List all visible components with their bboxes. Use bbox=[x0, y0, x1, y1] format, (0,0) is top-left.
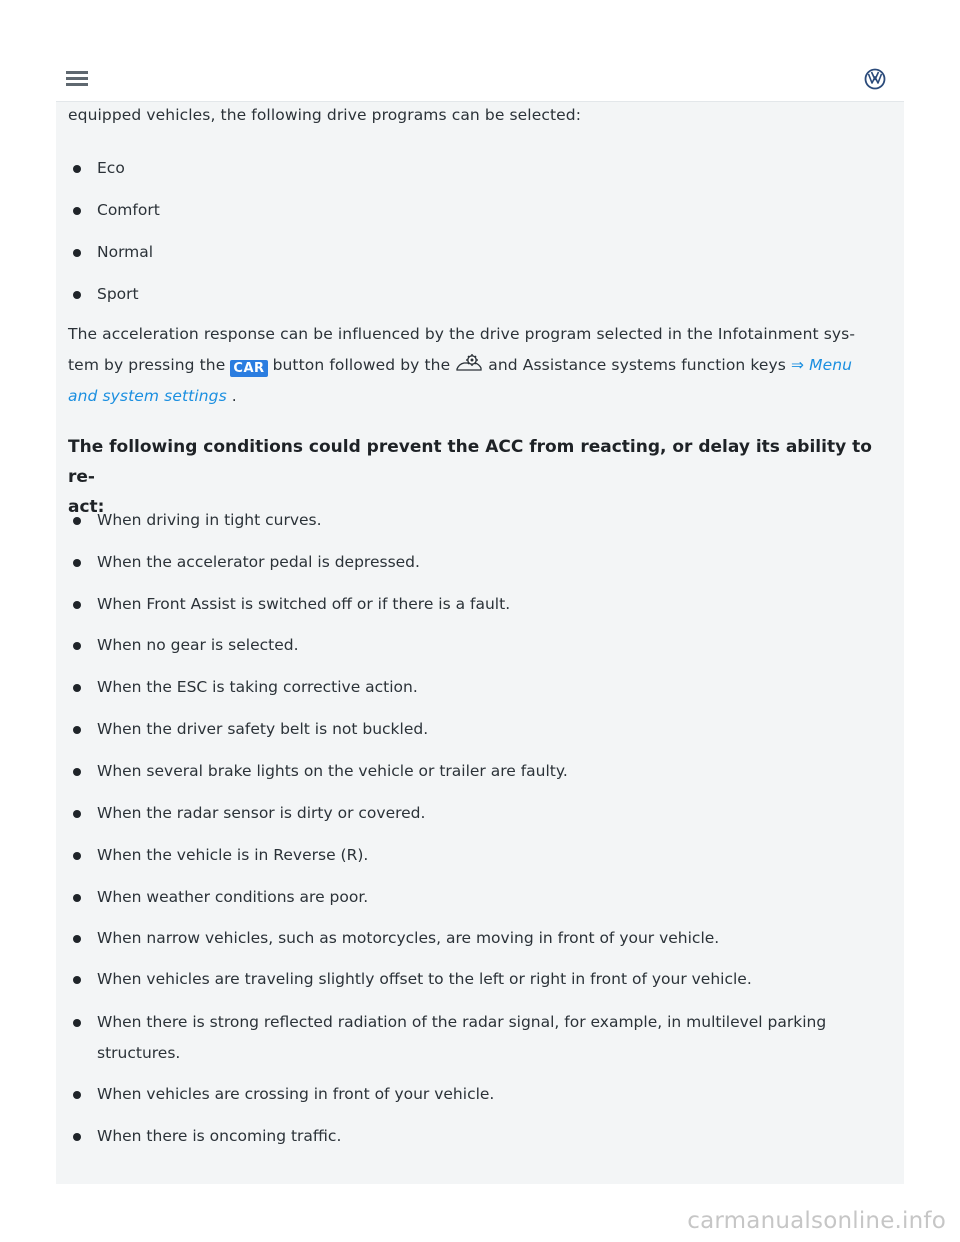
car-button-icon: CAR bbox=[230, 360, 267, 377]
list-item bbox=[68, 672, 868, 703]
condition-text: When there is strong reflected radiation of the radar signal, for example, in multilevel parking bbox=[97, 1013, 827, 1031]
drive-program-label: Comfort bbox=[97, 201, 160, 219]
condition-text: When the accelerator pedal is depressed. bbox=[97, 553, 420, 571]
drive-program-label: Eco bbox=[97, 159, 125, 177]
condition-text: When Front Assist is switched off or if there is a fault. bbox=[97, 595, 511, 613]
condition-text: When several brake lights on the vehicle or trailer are faulty. bbox=[97, 762, 568, 780]
car-settings-gear-icon bbox=[455, 353, 483, 373]
list-item bbox=[68, 195, 868, 226]
bullet-dot bbox=[73, 935, 81, 943]
bullet-dot bbox=[73, 1019, 81, 1027]
bullet-dot bbox=[73, 517, 81, 525]
top-bar bbox=[56, 56, 904, 102]
bullet-dot bbox=[73, 1091, 81, 1099]
list-item bbox=[68, 1121, 868, 1152]
bullet-dot bbox=[73, 1133, 81, 1141]
bullet-dot bbox=[73, 601, 81, 609]
paragraph-text: button followed by the bbox=[272, 356, 451, 374]
condition-text: structures. bbox=[97, 1044, 181, 1062]
paragraph-text: tem by pressing the bbox=[68, 356, 226, 374]
condition-text: When vehicles are crossing in front of your vehicle. bbox=[97, 1085, 495, 1103]
bullet-dot bbox=[73, 768, 81, 776]
list-item bbox=[68, 923, 868, 954]
condition-text: When the radar sensor is dirty or covered. bbox=[97, 804, 426, 822]
condition-text: When weather conditions are poor. bbox=[97, 888, 369, 906]
condition-text: When no gear is selected. bbox=[97, 636, 299, 654]
list-item bbox=[68, 589, 868, 620]
list-item bbox=[68, 237, 868, 268]
acceleration-paragraph bbox=[68, 319, 878, 412]
bullet-dot bbox=[73, 684, 81, 692]
bullet-dot bbox=[73, 894, 81, 902]
paragraph-text: and Assistance systems function keys bbox=[488, 356, 786, 374]
vw-logo-icon[interactable] bbox=[864, 68, 886, 90]
condition-text: When the vehicle is in Reverse (R). bbox=[97, 846, 369, 864]
heading-line: The following conditions could prevent the ACC from reacting, or delay its ability to re- bbox=[68, 437, 872, 487]
hamburger-menu-icon[interactable] bbox=[66, 70, 88, 88]
heading-line: act: bbox=[68, 497, 105, 517]
condition-text: When driving in tight curves. bbox=[97, 511, 322, 529]
list-item bbox=[68, 630, 868, 661]
bullet-dot bbox=[73, 291, 81, 299]
drive-program-label: Sport bbox=[97, 285, 139, 303]
bullet-dot bbox=[73, 726, 81, 734]
paragraph-end: . bbox=[231, 387, 237, 405]
bullet-dot bbox=[73, 249, 81, 257]
list-item bbox=[68, 1079, 868, 1110]
list-item bbox=[68, 964, 868, 995]
list-item bbox=[68, 547, 868, 578]
watermark: carmanualsonline.info bbox=[687, 1208, 946, 1234]
manual-content bbox=[56, 102, 904, 1184]
bullet-dot bbox=[73, 207, 81, 215]
list-item bbox=[68, 279, 868, 310]
list-item bbox=[68, 153, 868, 184]
intro-text: equipped vehicles, the following drive programs can be selected: bbox=[68, 106, 582, 124]
list-item bbox=[68, 840, 868, 871]
drive-program-label: Normal bbox=[97, 243, 154, 261]
bullet-dot bbox=[73, 642, 81, 650]
bullet-dot bbox=[73, 852, 81, 860]
link-text: ⇒ Menu bbox=[791, 356, 853, 374]
bullet-dot bbox=[73, 165, 81, 173]
bullet-dot bbox=[73, 976, 81, 984]
list-item bbox=[68, 505, 868, 536]
condition-text: When vehicles are traveling slightly offset to the left or right in front of your vehicle. bbox=[97, 970, 752, 988]
list-item bbox=[68, 714, 868, 745]
condition-text: When narrow vehicles, such as motorcycles, are moving in front of your vehicle. bbox=[97, 929, 720, 947]
list-item bbox=[68, 756, 868, 787]
list-item bbox=[68, 1007, 868, 1069]
list-item bbox=[68, 882, 868, 913]
bullet-dot bbox=[73, 810, 81, 818]
link-text: and system settings bbox=[68, 387, 227, 405]
condition-text: When the driver safety belt is not buckled. bbox=[97, 720, 429, 738]
bullet-dot bbox=[73, 559, 81, 567]
condition-text: When there is oncoming traffic. bbox=[97, 1127, 342, 1145]
paragraph-line: The acceleration response can be influenced by the drive program selected in the Infotainment sys- bbox=[68, 325, 856, 343]
condition-text: When the ESC is taking corrective action. bbox=[97, 678, 418, 696]
list-item bbox=[68, 798, 868, 829]
